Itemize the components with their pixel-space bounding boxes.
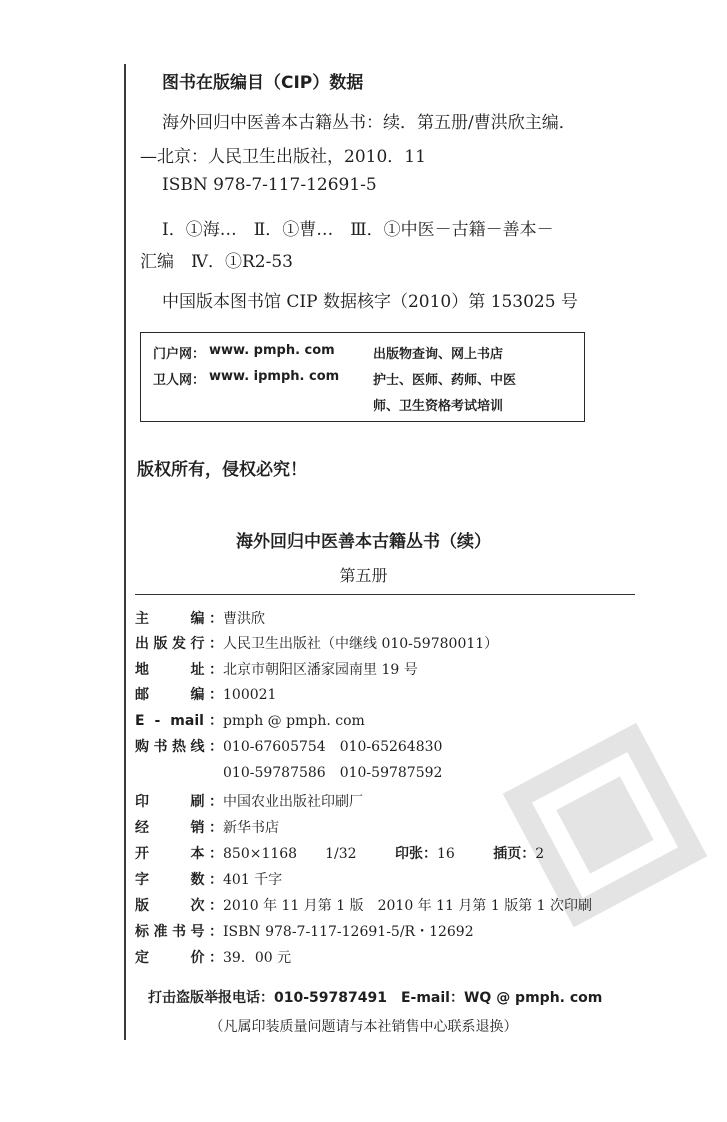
cip-record-number: 中国版本图书馆 CIP 数据核字（2010）第 153025 号 [162, 292, 578, 312]
margin-rule [124, 64, 126, 1040]
copyright-notice: 版权所有，侵权必究！ [137, 460, 307, 480]
portal-url-link[interactable]: www. pmph. com [209, 343, 335, 358]
portal-label: 门户网： [153, 347, 206, 362]
health-site-description: 护士、医师、药师、中医 [373, 373, 517, 388]
price-label: 定 价： [135, 950, 223, 966]
plates-value: 2 [535, 846, 545, 862]
publisher-label: 出版发行： [135, 636, 223, 652]
edition-label: 版 次： [135, 898, 223, 914]
health-site-label: 卫人网： [153, 373, 206, 388]
anti-piracy-hotline: 打击盗版举报电话：010-59787491 E-mail：WQ @ pmph. com [148, 990, 603, 1006]
health-site-description-cont: 师、卫生资格考试培训 [373, 399, 504, 414]
address-row [135, 659, 418, 681]
editor-row [135, 608, 265, 630]
cip-isbn-line: ISBN 978-7-117-12691-5 [162, 175, 377, 195]
printer-row [135, 791, 363, 813]
word-count-value: 401 千字 [223, 872, 283, 888]
sheets-label: 印张： [394, 846, 437, 862]
distributor-value: 新华书店 [223, 820, 279, 836]
postcode-row [135, 684, 276, 706]
return-policy-note: （凡属印装质量问题请与本社销售中心联系退换） [209, 1019, 518, 1035]
address-value: 北京市朝阳区潘家园南里 19 号 [223, 662, 418, 678]
cip-classification-cont: 汇编 Ⅳ．①R2-53 [140, 252, 293, 272]
format-row [135, 843, 544, 865]
volume-title: 第五册 [339, 566, 388, 585]
postcode-label: 邮 编： [135, 687, 223, 703]
edition-value: 2010 年 11 月第 1 版 2010 年 11 月第 1 版第 1 次印刷 [223, 898, 593, 914]
sheets-value: 16 [436, 846, 455, 862]
cip-publisher-line: —北京：人民卫生出版社，2010．11 [140, 147, 426, 167]
publisher-value: 人民卫生出版社（中继线 010-59780011） [223, 636, 499, 652]
format-value: 850×1168 1/32 [223, 846, 357, 862]
printer-label: 印 刷： [135, 794, 223, 810]
price-row [135, 947, 291, 969]
divider [135, 594, 635, 595]
editor-label: 主 编： [135, 611, 223, 627]
portal-description: 出版物查询、网上书店 [373, 347, 504, 362]
plates-label: 插页： [493, 846, 536, 862]
printer-value: 中国农业出版社印刷厂 [223, 794, 363, 810]
isbn-label: 标准书号： [135, 924, 223, 940]
cip-classification-line: Ⅰ．①海… Ⅱ．①曹… Ⅲ．①中医－古籍－善本－ [162, 220, 554, 240]
distributor-row [135, 817, 279, 839]
price-value: 39．00 元 [223, 950, 292, 966]
publisher-row [135, 633, 498, 655]
distributor-label: 经 销： [135, 820, 223, 836]
word-count-row [135, 869, 282, 891]
word-count-label: 字 数： [135, 872, 223, 888]
website-links-box [140, 332, 585, 422]
hotline-label: 购书热线： [135, 739, 223, 755]
isbn-value: ISBN 978-7-117-12691-5/R・12692 [223, 924, 474, 940]
hotline-value-1: 010-67605754 010-65264830 [223, 739, 443, 755]
hotline-row [135, 736, 442, 758]
hotline-row-2 [135, 762, 442, 784]
cip-title-line: 海外回归中医善本古籍丛书：续．第五册/曹洪欣主编． [162, 113, 576, 133]
email-label: E - mail： [135, 713, 223, 729]
address-label: 地 址： [135, 662, 223, 678]
postcode-value: 100021 [223, 687, 277, 703]
format-label: 开 本： [135, 846, 223, 862]
hotline-value-2: 010-59787586 010-59787592 [223, 765, 443, 781]
cip-heading: 图书在版编目（CIP）数据 [162, 73, 364, 93]
email-row [135, 710, 365, 732]
edition-row [135, 895, 592, 917]
health-site-url-link[interactable]: www. ipmph. com [209, 369, 340, 384]
email-value[interactable]: pmph @ pmph. com [223, 713, 365, 729]
isbn-row [135, 921, 474, 943]
series-title: 海外回归中医善本古籍丛书（续） [236, 532, 491, 552]
editor-value: 曹洪欣 [223, 611, 265, 627]
